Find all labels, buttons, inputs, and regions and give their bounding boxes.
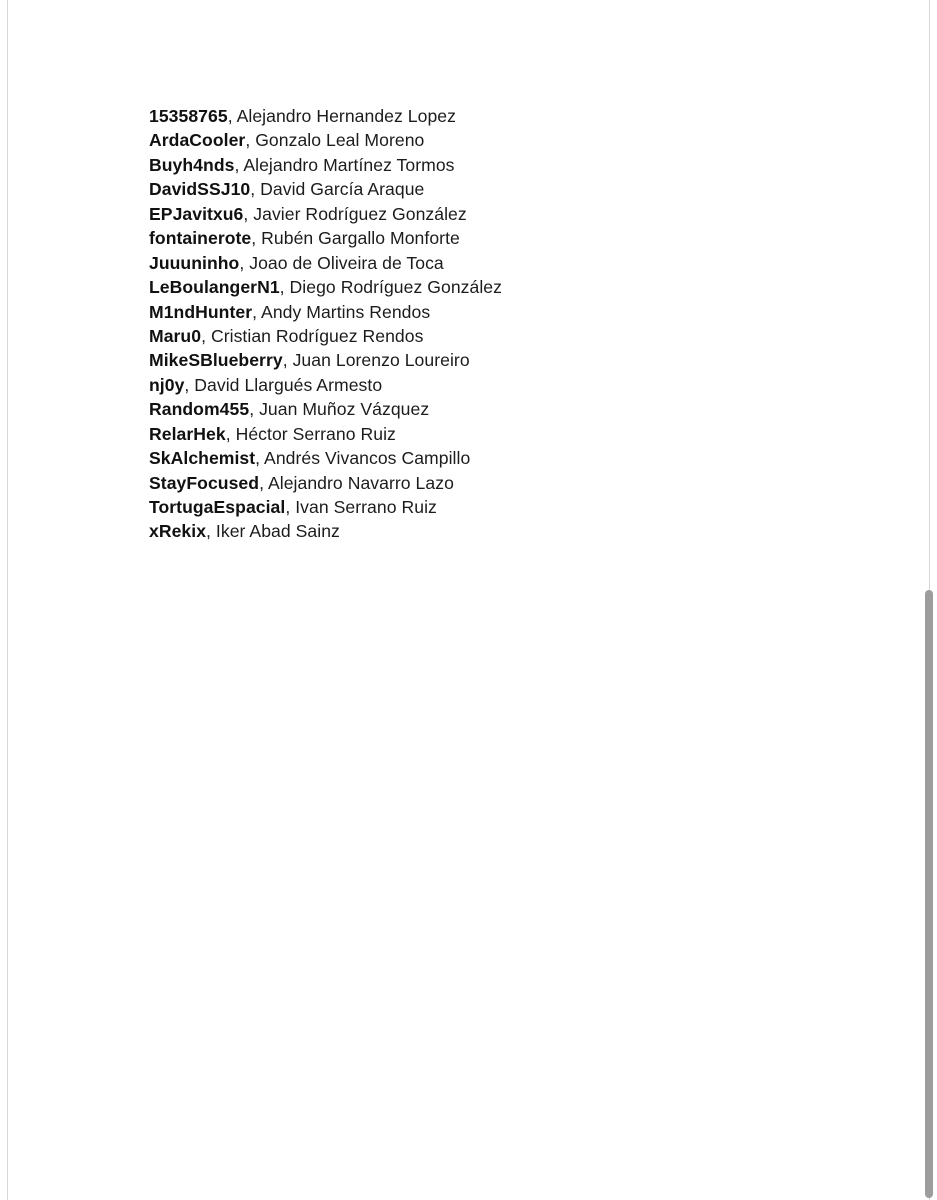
- player-list: [149, 104, 502, 544]
- player-row: [149, 348, 502, 372]
- player-row: [149, 519, 502, 543]
- player-nickname: Buyh4nds: [149, 154, 235, 175]
- player-nickname: EPJavitxu6: [149, 203, 244, 224]
- player-row: [149, 397, 502, 421]
- player-full-name: , Alejandro Martínez Tormos: [234, 154, 455, 175]
- scrollbar-thumb[interactable]: [925, 590, 933, 1198]
- player-full-name: , Cristian Rodríguez Rendos: [201, 325, 424, 346]
- player-full-name: , Javier Rodríguez González: [243, 203, 467, 224]
- player-nickname: M1ndHunter: [149, 301, 253, 322]
- player-row: [149, 275, 502, 299]
- player-row: [149, 104, 502, 128]
- player-full-name: , Alejandro Hernandez Lopez: [227, 106, 456, 126]
- player-full-name: , David García Araque: [250, 179, 425, 200]
- player-nickname: RelarHek: [149, 423, 226, 444]
- player-nickname: StayFocused: [149, 472, 260, 493]
- player-nickname: xRekix: [149, 521, 207, 542]
- player-nickname: nj0y: [149, 374, 185, 395]
- player-full-name: , Alejandro Navarro Lazo: [259, 472, 454, 493]
- player-nickname: MikeSBlueberry: [149, 350, 283, 371]
- player-nickname: DavidSSJ10: [149, 179, 251, 200]
- player-full-name: , Héctor Serrano Ruiz: [225, 423, 396, 444]
- player-full-name: , Andy Martins Rendos: [252, 301, 431, 322]
- player-nickname: SkAlchemist: [149, 448, 256, 469]
- player-nickname: fontainerote: [149, 228, 252, 249]
- player-row: [149, 422, 502, 446]
- player-nickname: Juuuninho: [149, 252, 240, 273]
- player-full-name: , Rubén Gargallo Monforte: [251, 228, 460, 249]
- player-full-name: , Ivan Serrano Ruiz: [285, 497, 437, 517]
- player-row: [149, 495, 502, 519]
- player-row: [149, 226, 502, 250]
- player-full-name: , Gonzalo Leal Moreno: [245, 130, 425, 151]
- player-row: [149, 471, 502, 495]
- player-row: [149, 128, 502, 152]
- player-row: [149, 324, 502, 348]
- player-row: [149, 202, 502, 226]
- player-row: [149, 446, 502, 470]
- player-nickname: Random455: [149, 399, 250, 420]
- player-row: [149, 373, 502, 397]
- player-full-name: , Juan Muñoz Vázquez: [249, 399, 430, 420]
- player-full-name: , Juan Lorenzo Loureiro: [282, 350, 470, 371]
- player-nickname: ArdaCooler: [149, 130, 246, 151]
- vertical-scrollbar[interactable]: [922, 0, 937, 1200]
- player-nickname: Maru0: [149, 325, 202, 346]
- player-nickname: LeBoulangerN1: [149, 277, 280, 298]
- player-full-name: , Iker Abad Sainz: [206, 521, 340, 542]
- document-page: [7, 0, 930, 1200]
- player-nickname: TortugaEspacial: [149, 497, 286, 517]
- player-row: [149, 177, 502, 201]
- player-full-name: , David Llargués Armesto: [184, 374, 383, 395]
- player-full-name: , Andrés Vivancos Campillo: [255, 448, 471, 469]
- player-row: [149, 300, 502, 324]
- player-nickname: 15358765: [149, 106, 228, 126]
- player-row: [149, 251, 502, 275]
- player-row: [149, 153, 502, 177]
- player-full-name: , Joao de Oliveira de Toca: [239, 252, 444, 273]
- player-full-name: , Diego Rodríguez González: [279, 277, 502, 298]
